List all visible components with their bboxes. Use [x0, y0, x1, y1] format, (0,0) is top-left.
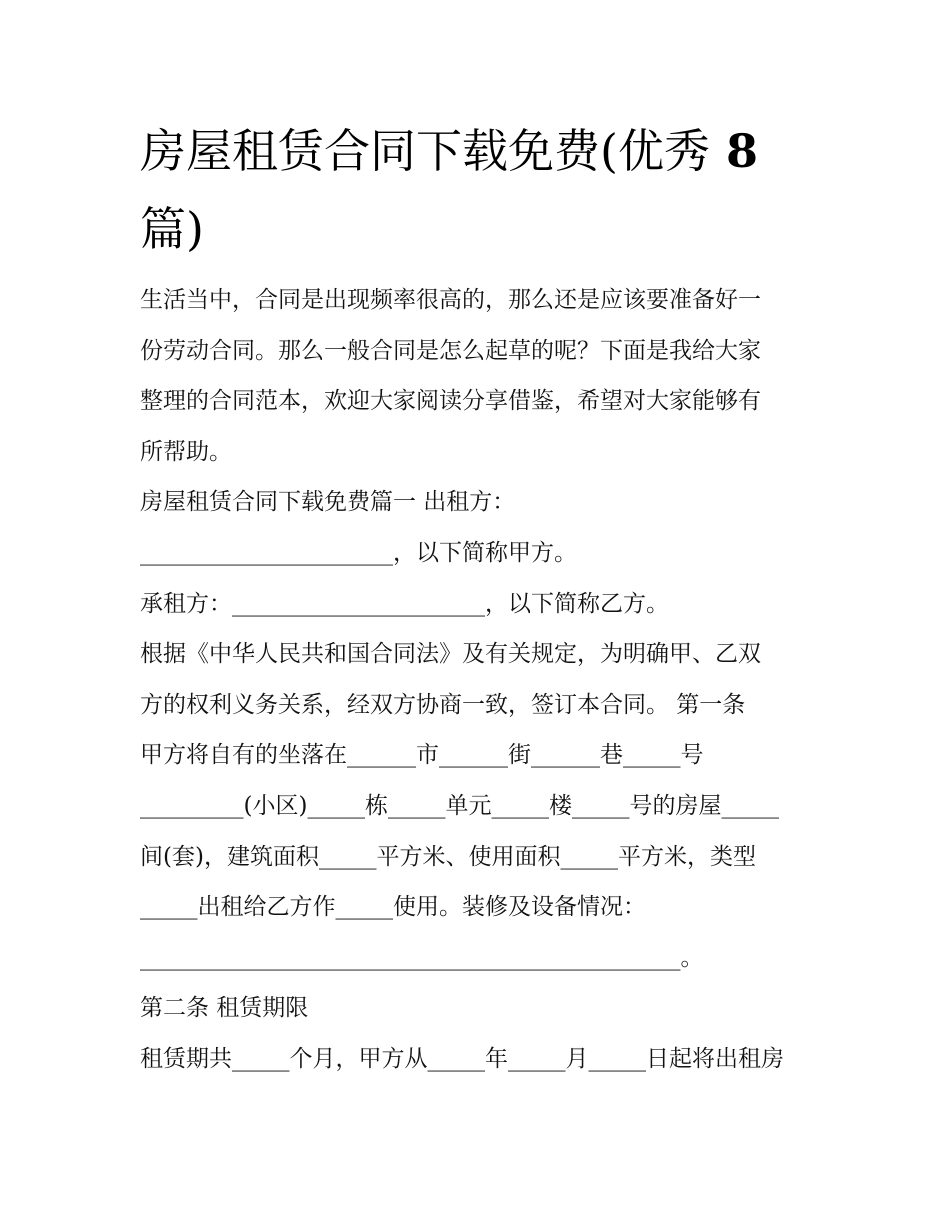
body-line: 所帮助。	[140, 438, 232, 465]
body-line: 生活当中，合同是出现频率很高的，那么还是应该要准备好一	[140, 287, 761, 313]
document-title	[140, 112, 830, 268]
blank-line-address: 甲方将自有的坐落在______市______街______巷_____号	[140, 742, 704, 769]
blank-line-equipment: _______________________________________________。	[140, 944, 704, 971]
title-number: 8	[709, 124, 758, 178]
blank-line-lessee: 承租方：______________________，以下简称乙方。	[140, 590, 669, 617]
blank-line-usage: _____出租给乙方作_____使用。装修及设备情况：	[140, 894, 646, 921]
blank-line-area: 间(套)，建筑面积_____平方米、使用面积_____平方米，类型	[140, 843, 756, 870]
title-text: 房屋租赁合同下载免费(优秀	[140, 124, 710, 178]
blank-line-term: 租赁期共_____个月，甲方从_____年_____月_____日起将出租房	[140, 1045, 784, 1072]
body-line: 根据《中华人民共和国合同法》及有关规定，为明确甲、乙双	[140, 641, 761, 668]
section-heading-line: 房屋租赁合同下载免费篇一 出租方：	[140, 489, 516, 516]
blank-line-lessor: ______________________，以下简称甲方。	[140, 539, 577, 566]
body-line: 整理的合同范本，欢迎大家阅读分享借鉴，希望对大家能够有	[140, 388, 761, 415]
title-text-continued: 篇)	[140, 202, 204, 256]
blank-line-building: _________(小区)_____栋_____单元_____楼_____号的房屋_____	[140, 792, 779, 819]
article-heading: 第二条 租赁期限	[140, 995, 309, 1022]
body-line: 份劳动合同。那么一般合同是怎么起草的呢？下面是我给大家	[140, 337, 761, 364]
document-body	[140, 275, 820, 1085]
body-line: 方的权利义务关系，经双方协商一致，签订本合同。 第一条	[140, 691, 746, 718]
